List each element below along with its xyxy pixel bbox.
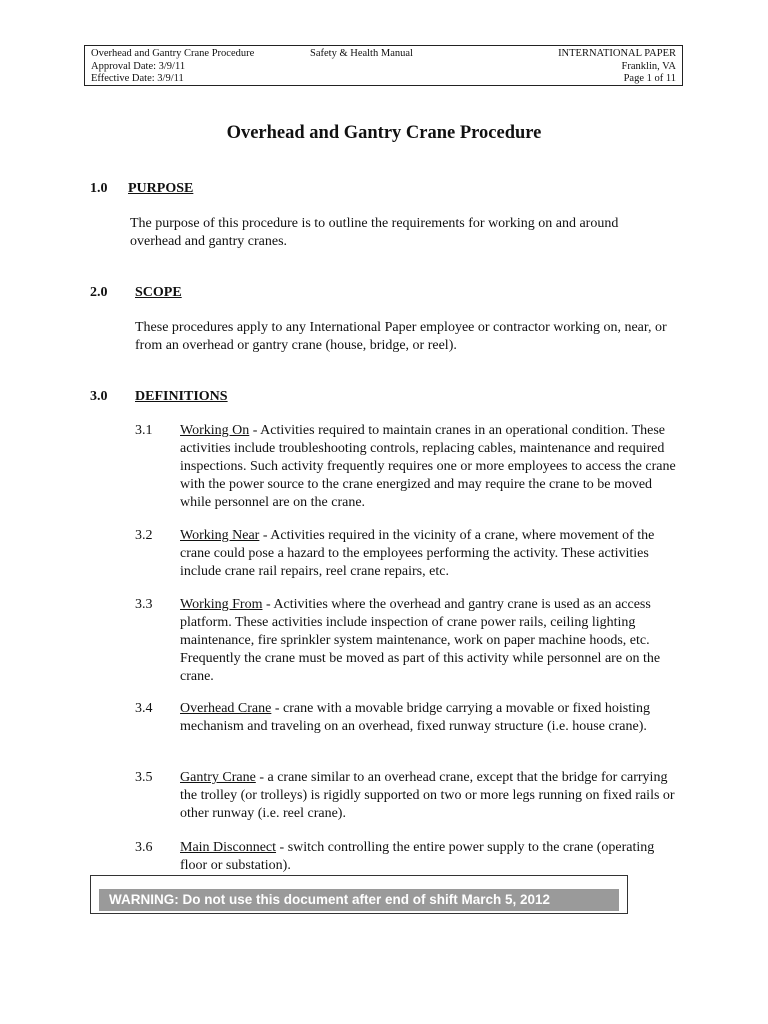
definition-term: Gantry Crane	[180, 770, 256, 785]
document-header	[84, 45, 683, 86]
definition-term: Overhead Crane	[180, 701, 272, 716]
definition-body: - switch controlling the entire power supply to the crane (operating floor or substation).	[180, 840, 655, 873]
definition-term: Working Near	[180, 528, 260, 543]
definition-term: Working On	[180, 423, 250, 438]
section-number: 2.0	[90, 285, 108, 300]
definition-body: - Activities required to maintain cranes in an operational condition. These activities include troubleshooting controls, replacing cables, maintenance and required inspections. Such activity frequently requires one or more employees to access the crane with the power source to the crane energized and may require the crane to be moved while personnel are on the crane.	[180, 423, 676, 510]
definition-body: - Activities required in the vicinity of a crane, where movement of the crane could pose a hazard to the employees performing the activity. These activities include crane rail repairs, reel crane repairs, etc.	[180, 528, 655, 579]
definition-body: - a crane similar to an overhead crane, except that the bridge for carrying the trolley (or trolleys) is rigidly supported on two or more legs running on fixed rails or other runway (i.e. reel crane).	[180, 770, 675, 821]
header-manual-name: Safety & Health Manual	[310, 48, 413, 59]
definition-text	[180, 527, 680, 581]
warning-bar	[99, 889, 619, 911]
definition-text	[180, 769, 680, 823]
page-title: Overhead and Gantry Crane Procedure	[226, 123, 542, 143]
scope-paragraph: These procedures apply to any International Paper employee or contractor working on, near, or from an overhead or gantry crane (house, bridge, or reel).	[135, 320, 667, 353]
header-left-block	[91, 48, 254, 86]
definition-text	[180, 422, 680, 512]
definition-text	[180, 839, 680, 875]
definition-text	[180, 700, 680, 736]
definition-number: 3.3	[135, 597, 153, 612]
warning-banner	[90, 875, 628, 914]
definition-number: 3.1	[135, 423, 153, 438]
header-effective-date: Effective Date: 3/9/11	[91, 73, 184, 84]
header-document-title: Overhead and Gantry Crane Procedure	[91, 48, 255, 59]
warning-text: WARNING: Do not use this document after end of shift March 5, 2012	[109, 892, 551, 907]
purpose-paragraph: The purpose of this procedure is to outline the requirements for working on and around overhead and gantry cranes.	[130, 216, 619, 249]
section-number: 1.0	[90, 181, 108, 196]
definition-number: 3.6	[135, 840, 153, 855]
definition-term: Working From	[180, 597, 263, 612]
header-location: Franklin, VA	[621, 60, 676, 72]
header-right-block	[558, 48, 676, 86]
header-center-block	[310, 48, 413, 61]
definition-body: - crane with a movable bridge carrying a movable or fixed hoisting mechanism and traveling on an overhead, fixed runway structure (i.e. house crane).	[180, 701, 650, 734]
header-approval-date: Approval Date: 3/9/11	[91, 60, 186, 72]
definition-number: 3.2	[135, 528, 153, 543]
definition-number: 3.5	[135, 770, 153, 785]
section-label: DEFINITIONS	[135, 389, 228, 404]
header-page-number: Page 1 of 11	[623, 73, 676, 84]
header-company: INTERNATIONAL PAPER	[558, 48, 676, 59]
definition-text	[180, 596, 680, 686]
definition-body: - Activities where the overhead and gantry crane is used as an access platform. These activities include inspection of crane power rails, ceiling lighting maintenance, fire sprinkler system maintenance, work on paper machine hoods, etc. Frequently the crane must be moved as part of this activity while personnel are on the crane.	[180, 597, 661, 684]
section-number: 3.0	[90, 389, 108, 404]
definition-term: Main Disconnect	[180, 840, 277, 855]
section-label: SCOPE	[135, 285, 182, 300]
section-label: PURPOSE	[128, 181, 194, 196]
definition-number: 3.4	[135, 701, 153, 716]
